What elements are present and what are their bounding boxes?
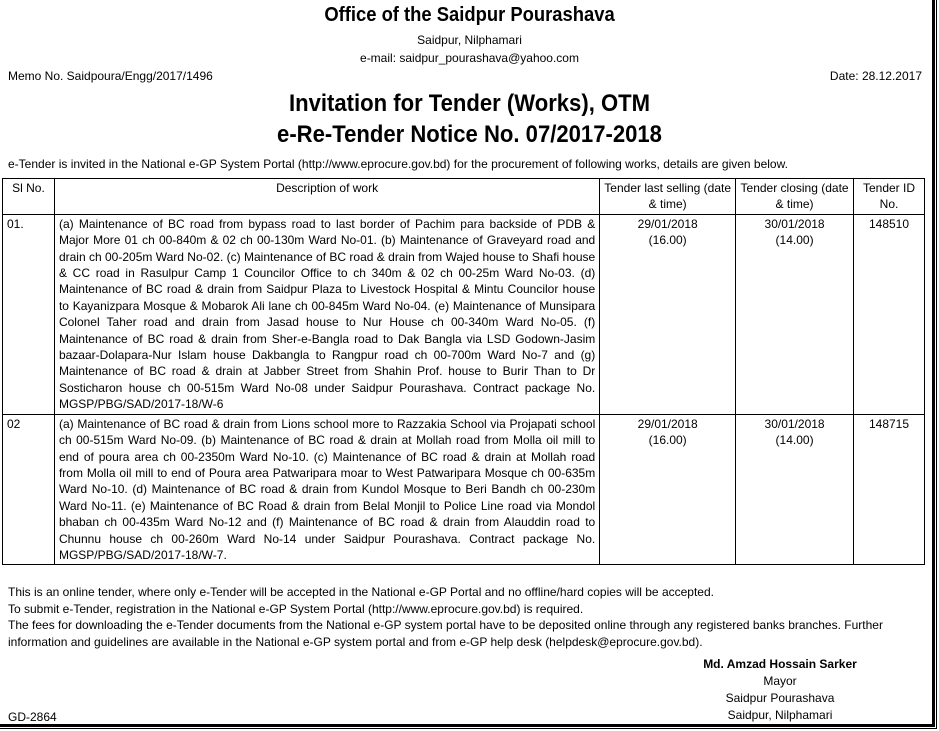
office-address: Saidpur, Nilphamari [417, 33, 522, 47]
closing-date: 30/01/2018 [764, 416, 825, 431]
row-description: (a) Maintenance of BC road & drain from Lions school more to Razzakia School via Projapati school ch 00-515m Ward No-09. (b) Maintenance of BC road & drain at Mollah road from Molla oil mill to end of poura area ch 00-2350m Ward No-10. (c) Maintenance of BC road & drain at Mollah road from Molla oil mill to end of Poura area Patwaripara moar to West Patwaripara Mosque ch 00-635m Ward No-10. (d) Maintenance of BC road & drain from Kundol Mosque to Beri Bandh ch 00-230m Ward No-11. (e) Maintenance of BC Road & drain from Belal Monjil to Police Line road via Mondol bhaban ch 00-435m Ward No-12 and (f) Maintenance of BC road & drain from Alauddin road to Chunnu house ch 00-260m Ward No-14 under Saidpur Pourashava. Contract package No. MGSP/PBG/SAD/2017-18/W-7. [54, 414, 599, 565]
row-selling [600, 214, 736, 414]
header-tender-id: Tender ID No. [854, 179, 925, 215]
notice-date: Date: 28.12.2017 [829, 69, 922, 83]
row-selling [600, 414, 736, 565]
closing-time: (14.00) [775, 433, 814, 448]
selling-date: 29/01/2018 [637, 216, 698, 231]
header-sl: Sl No. [3, 179, 55, 215]
signatory-location: Saidpur, Nilphamari [727, 708, 833, 722]
note-registration: To submit e-Tender, registration in the National e-GP System Portal (http://www.eprocure.gov.bd) is required. [8, 601, 584, 616]
signatory-office: Saidpur Pourashava [725, 691, 835, 705]
table-row [3, 214, 925, 414]
row-sl: 02 [3, 414, 55, 565]
closing-date: 30/01/2018 [764, 216, 825, 231]
signatory-designation: Mayor [763, 674, 797, 688]
gd-number: GD-2864 [8, 710, 57, 724]
row-sl: 01. [3, 214, 55, 414]
intro-text: e-Tender is invited in the National e-GP System Portal (http://www.eprocure.gov.bd) for the procurement of following works, details are given below. [8, 157, 788, 171]
row-closing [736, 214, 854, 414]
office-email: e-mail: saidpur_pourashava@yahoo.com [360, 51, 579, 65]
selling-date: 29/01/2018 [637, 416, 698, 431]
closing-time: (14.00) [775, 233, 814, 248]
header-closing: Tender closing (date & time) [736, 179, 854, 215]
table-header-row [3, 179, 925, 215]
row-tender-id: 148715 [854, 414, 925, 565]
signatory-name: Md. Amzad Hossain Sarker [703, 657, 857, 671]
selling-time: (16.00) [648, 433, 687, 448]
table-row [3, 414, 925, 565]
notes-block [8, 584, 926, 650]
header-selling: Tender last selling (date & time) [600, 179, 736, 215]
notice-number: e-Re-Tender Notice No. 07/2017-2018 [277, 121, 662, 148]
selling-time: (16.00) [648, 233, 687, 248]
row-description: (a) Maintenance of BC road from bypass road to last border of Pachim para backside of PDB & Major More 01 ch 00-840m & 02 ch 00-130m Ward No-01. (b) Maintenance of Graveyard road and drain ch 00-205m Ward No-02. (c) Maintenance of BC road & drain from Wajed house to Shafi house & CC road in Rasulpur Camp 1 Councilor Office to ch 340m & 02 ch 00-25m Ward No-03. (d) Maintenance of BC road & drain from Saidpur Plaza to Livestock Hospital & Mintu Councilor house to Kayanizpara Mosque & Mobarok Ali lane ch 00-845m Ward No-04. (e) Maintenance of Munsipara Colonel Taher road and drain from Jasad house to Nur House ch 00-340m Ward No-05. (f) Maintenance of BC road & drain from Sher-e-Bangla road to Dak Bangla via LSD Godown-Jasim bazaar-Dolapara-Nur Islam house Dakbangla to Rangpur road ch 00-700m Ward No-7 and (g) Maintenance of BC road & drain at Jabber Street from Shahin Prof. house to Burir Than to Dr Sosticharon house ch 00-515m Ward No-08 under Saidpur Pourashava. Contract package No. MGSP/PBG/SAD/2017-18/W-6 [54, 214, 599, 414]
note-fees: The fees for downloading the e-Tender documents from the National e-GP system portal have to be deposited online through any registered banks branches. Further information and guidelines are available in the National e-GP system portal and from e-GP help desk (helpdesk@eprocure.gov.bd). [8, 618, 883, 649]
memo-number: Memo No. Saidpoura/Engg/2017/1496 [8, 69, 213, 83]
notice-title: Invitation for Tender (Works), OTM [288, 90, 651, 117]
works-table [2, 178, 925, 565]
row-closing [736, 414, 854, 565]
header-description: Description of work [54, 179, 599, 215]
signature-block [660, 656, 900, 724]
row-tender-id: 148510 [854, 214, 925, 414]
office-title: Office of the Saidpur Pourashava [324, 4, 615, 26]
note-online: This is an online tender, where only e-Tender will be accepted in the National e-GP Portal and no offline/hard copies will be accepted. [8, 585, 714, 599]
